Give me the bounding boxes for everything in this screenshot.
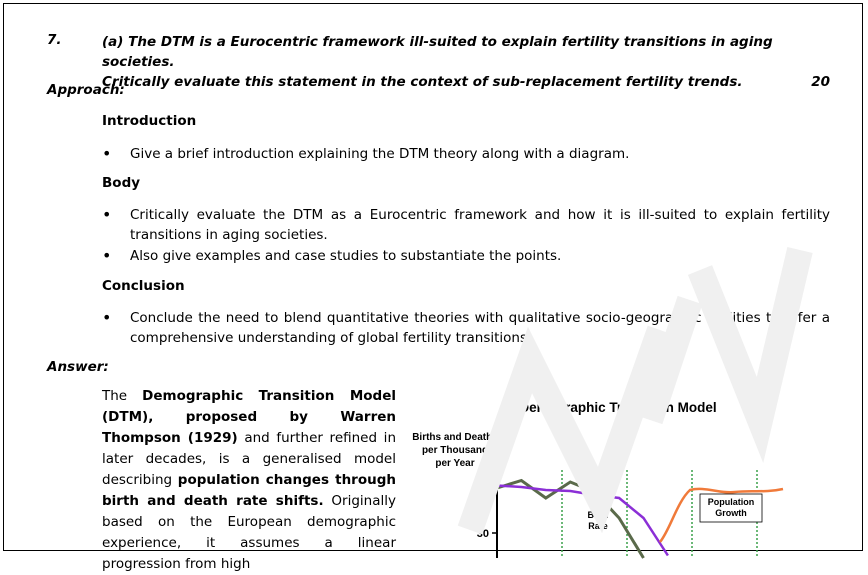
body-heading: Body [102,175,141,191]
question-text [102,32,830,92]
annotation-birth-rate: Rate [588,521,608,531]
body-bullet-1 [102,205,830,245]
birth-rate-line [497,486,668,556]
y-axis-label: per Year [435,458,475,469]
bullet-dot: • [102,144,112,163]
answer-bold-dtm: Demographic Transition Model (DTM), proposed by Warren Thompson (1929) [102,388,396,446]
y-axis-arrow [493,458,501,470]
intro-bullet-text: Give a brief introduction explaining the DTM theory along with a diagram. [130,146,630,162]
answer-text-intro: The [102,388,143,404]
body-bullet-2-text: Also give examples and case studies to substantiate the points. [130,248,562,264]
conclusion-heading: Conclusion [102,278,185,294]
annotation-population-growth: Population [707,497,755,507]
body-bullet-2 [102,246,830,266]
question-marks: 20 [811,74,830,90]
y-tick-label: 30 [476,528,489,540]
answer-text-end: Originally based on the European demographic experience, it assumes a linear progression from high [102,493,396,572]
annotation-birth-rate: Birth [587,510,609,520]
conclusion-bullet-text: Conclude the need to blend quantitative theories with qualitative socio-geographic realities to offer a comprehensive understanding of global fertility transitions. [130,310,830,346]
question-number: 7. [47,32,62,48]
introduction-heading: Introduction [102,113,197,129]
annotation-population-growth: Growth [715,508,747,518]
y-axis-label: Births and Deaths [412,432,498,443]
intro-bullet [102,144,830,164]
body-bullet-1-text: Critically evaluate the DTM as a Eurocentric framework and how it is ill-suited to explain fertility transitions in aging societies. [130,207,830,243]
answer-paragraph [102,386,396,572]
answer-bold-shifts: population changes through birth and death rate shifts. [102,472,396,509]
bullet-dot: • [102,246,112,265]
answer-label: Answer: [47,359,109,375]
answer-text-mid: and further refined in later decades, is a generalised model describing [102,430,396,488]
question-line-2: Critically evaluate this statement in the context of sub-replacement fertility trends. [102,74,743,90]
chart-title: Demographic Transition Model [519,400,717,415]
y-axis-label: per Thousand [421,445,489,456]
y-tick-label: 40 [476,478,489,490]
bullet-dot: • [102,308,112,327]
question-line-1: (a) The DTM is a Eurocentric framework ill-suited to explain fertility transitions in aging societies. [102,34,773,70]
dtm-chart-svg [405,390,805,547]
approach-label: Approach: [47,82,125,98]
conclusion-bullet [102,308,830,348]
question-line-2-row [102,72,830,92]
bullet-dot: • [102,205,112,224]
dtm-chart [405,390,805,547]
